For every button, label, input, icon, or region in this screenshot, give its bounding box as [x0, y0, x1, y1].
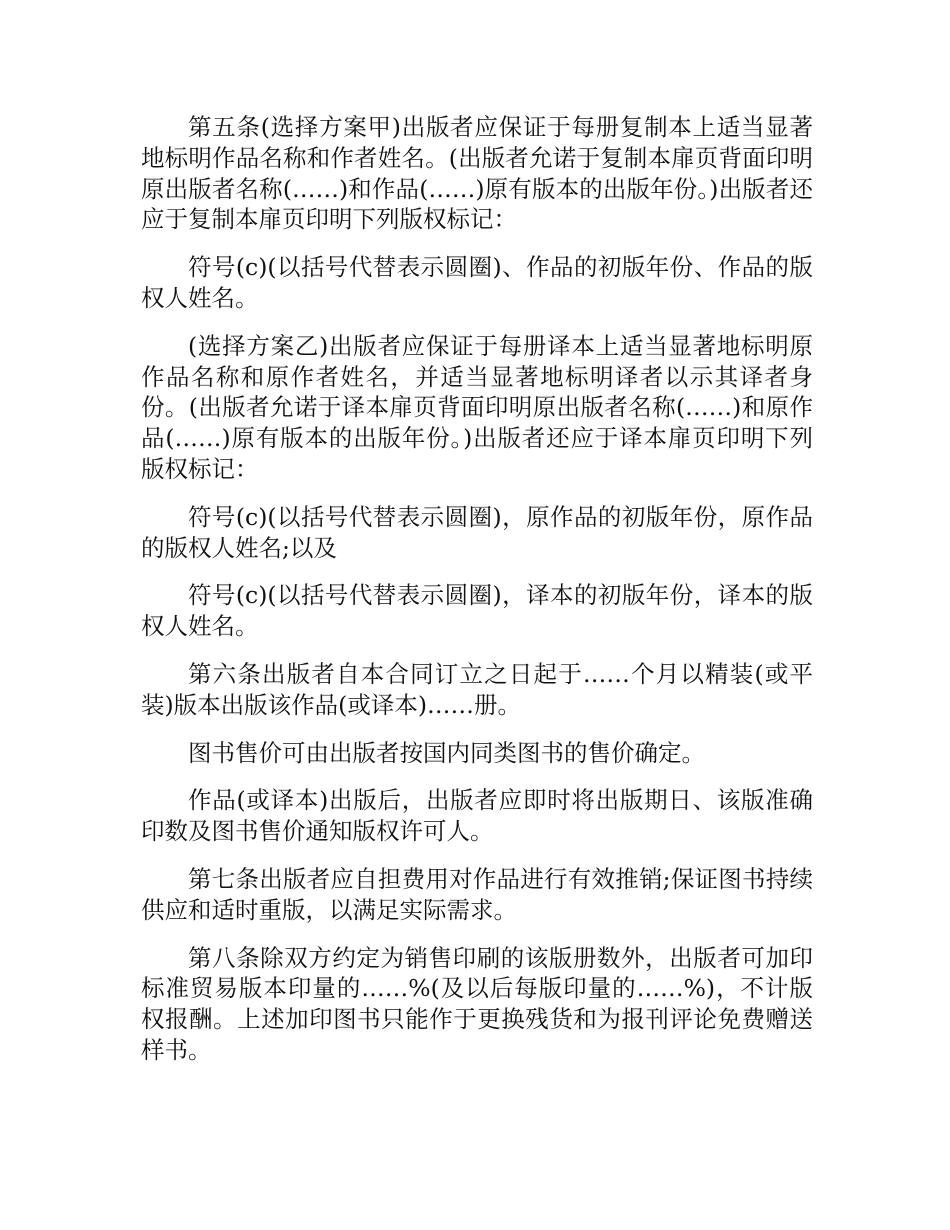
paragraph-article-5-option-a: 第五条(选择方案甲)出版者应保证于每册复制本上适当显著地标明作品名称和作者姓名。(出版者允诺于复制本扉页背面印明原出版者名称(……)和作品(……)原有版本的出版年份。)出版者还应于复制本扉页印明下列版权标记： — [141, 113, 813, 234]
paragraph-publication-notice: 作品(或译本)出版后，出版者应即时将出版期日、该版准确印数及图书售价通知版权许可人。 — [141, 786, 813, 846]
paragraph-article-8: 第八条除双方约定为销售印刷的该版册数外，出版者可加印标准贸易版本印量的……%(及以后每版印量的……%)，不计版权报酬。上述加印图书只能作于更换残货和为报刊评论免费赠送样书。 — [141, 943, 813, 1064]
paragraph-article-7: 第七条出版者应自担费用对作品进行有效推销;保证图书持续供应和适时重版，以满足实际需求。 — [141, 864, 813, 924]
paragraph-copyright-notice-original: 符号(c)(以括号代替表示圆圈)，原作品的初版年份，原作品的版权人姓名;以及 — [141, 502, 813, 562]
paragraph-article-6: 第六条出版者自本合同订立之日起于……个月以精装(或平装)版本出版该作品(或译本)……册。 — [141, 659, 813, 719]
paragraph-book-price: 图书售价可由出版者按国内同类图书的售价确定。 — [188, 738, 705, 767]
paragraph-copyright-notice-a: 符号(c)(以括号代替表示圆圈)、作品的初版年份、作品的版权人姓名。 — [141, 253, 813, 312]
document-body — [141, 112, 813, 1083]
paragraph-article-5-option-b: (选择方案乙)出版者应保证于每册译本上适当显著地标明原作品名称和原作者姓名，并适当显著地标明译者以示其译者身份。(出版者允诺于译本扉页背面印明原出版者名称(……)和原作品(……)原有版本的出版年份。)出版者还应于译本扉页印明下列版权标记： — [141, 331, 813, 483]
paragraph-copyright-notice-translation: 符号(c)(以括号代替表示圆圈)，译本的初版年份，译本的版权人姓名。 — [141, 581, 813, 641]
